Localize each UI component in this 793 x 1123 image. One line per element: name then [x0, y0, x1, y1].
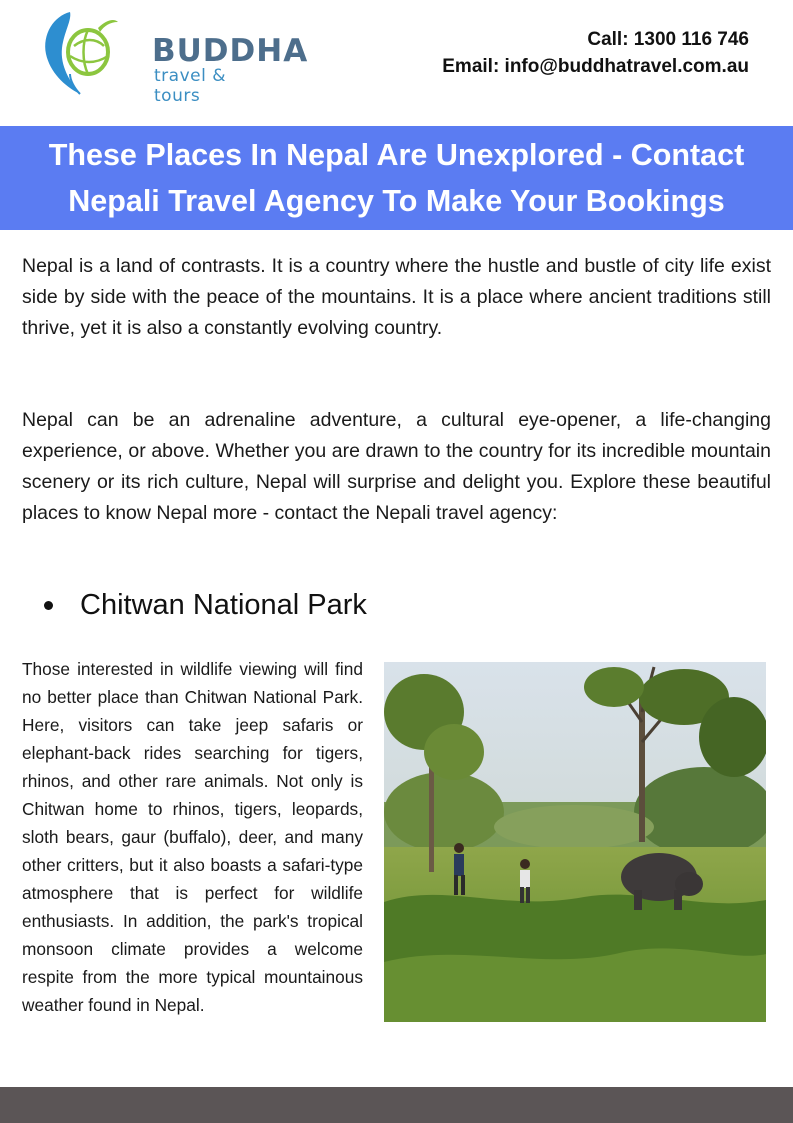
page-header	[0, 0, 793, 125]
chitwan-photo	[384, 662, 766, 1022]
intro-paragraph-2: Nepal can be an adrenaline adventure, a cultural eye-opener, a life-changing experience, or above. Whether you are drawn to the country for its incredible mountain scenery or its rich culture, Nepal will surprise and delight you. Explore these beautiful places to know Nepal more - contact the Nepali travel agency:	[22, 409, 771, 524]
page-title: These Places In Nepal Are Unexplored - Contact Nepali Travel Agency To Make Your Bookings	[48, 138, 745, 218]
email-text[interactable]: Email: info@buddhatravel.com.au	[442, 56, 749, 77]
bullet-icon	[44, 601, 53, 610]
section-heading-row	[44, 589, 367, 622]
rhino-grassland-image	[384, 662, 766, 1022]
logo-tagline: travel & tours	[154, 66, 226, 106]
logo-name: BUDDHA	[152, 33, 309, 69]
phone-text[interactable]: Call: 1300 116 746	[587, 29, 749, 50]
section-heading: Chitwan National Park	[80, 589, 367, 621]
contact-info	[442, 26, 749, 80]
section-body: Those interested in wildlife viewing will find no better place than Chitwan National Park. Here, visitors can take jeep safaris or elephant-back rides searching for tigers, rhinos, and other rare animals. Not only is Chitwan home to rhinos, tigers, leopards, sloth bears, gaur (buffalo), deer, and many other critters, but it also boasts a safari-type atmosphere that is perfect for wildlife enthusiasts. In addition, the park's tropical monsoon climate provides a welcome respite from the more typical mountainous weather found in Nepal.	[22, 659, 363, 1015]
logo-swirl-icon	[40, 8, 120, 100]
title-banner	[0, 126, 793, 230]
intro-paragraph-1: Nepal is a land of contrasts. It is a country where the hustle and bustle of city life exist side by side with the peace of the mountains. It is a place where ancient traditions still thrive, yet it is also a constantly evolving country.	[22, 255, 771, 339]
buddha-logo[interactable]	[40, 8, 309, 106]
footer-bar	[0, 1087, 793, 1123]
